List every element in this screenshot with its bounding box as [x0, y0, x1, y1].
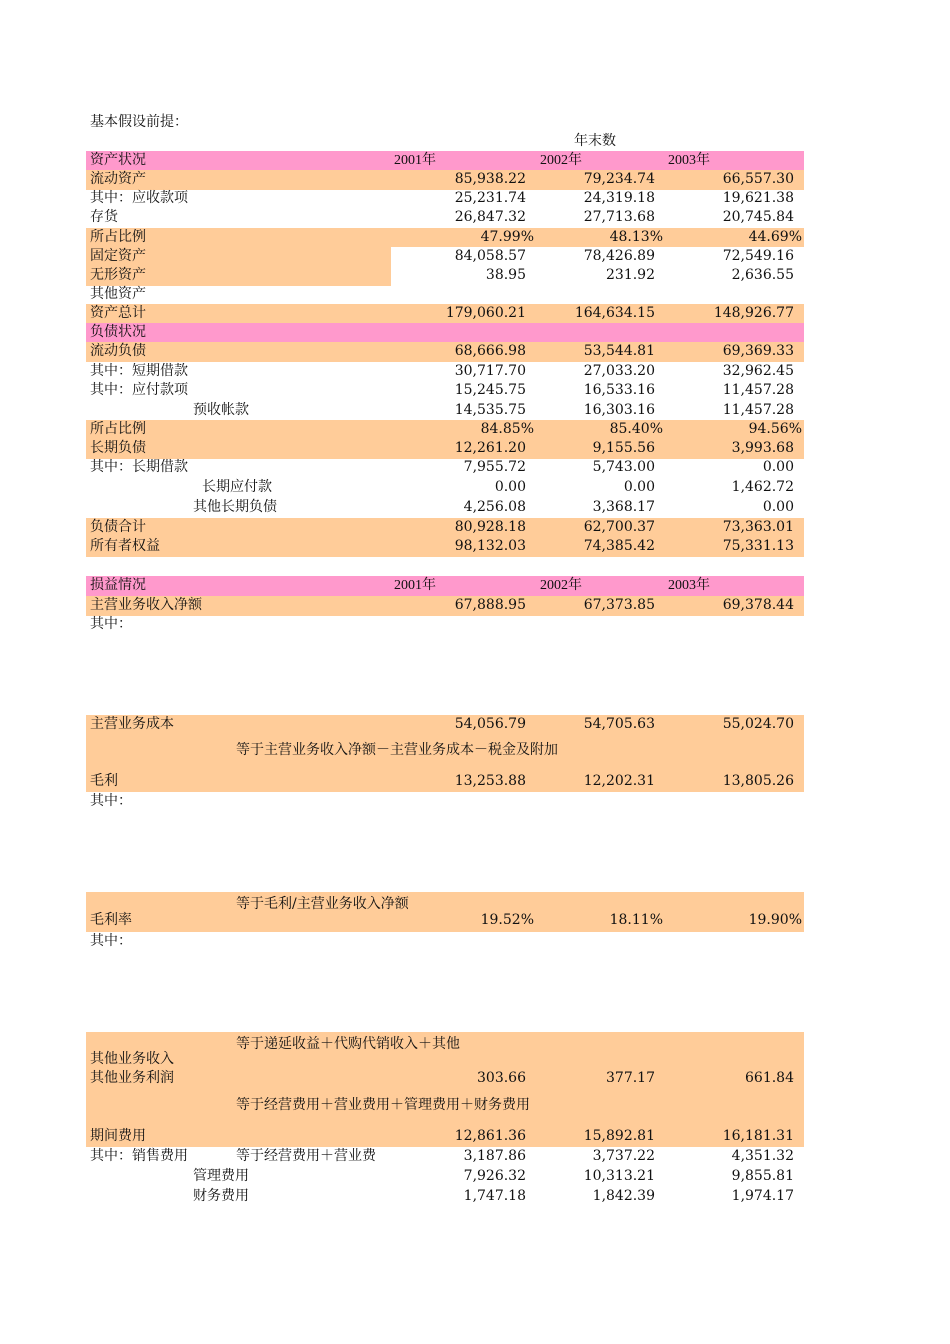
- cell-2002: 16,303.16: [583, 402, 655, 418]
- cell-2003: 661.84: [745, 1070, 794, 1086]
- row-label: 毛利率: [90, 912, 132, 928]
- cell-2001: 84.85%: [480, 421, 534, 437]
- table-row: [86, 792, 804, 812]
- cell-2002: 5,743.00: [592, 459, 655, 475]
- cell-2001: 84,058.57: [454, 248, 526, 264]
- cell-2002: 85.40%: [609, 421, 663, 437]
- cell-2003: 19.90%: [748, 912, 802, 928]
- cell-2003: 13,805.26: [722, 773, 794, 789]
- income-section-label: 损益情况: [90, 577, 146, 593]
- row-label: 资产总计: [90, 305, 146, 321]
- cell-2003: 32,962.45: [722, 363, 794, 379]
- row-label: 期间费用: [90, 1128, 146, 1144]
- table-row: [86, 458, 804, 478]
- cell-2002: 24,319.18: [583, 190, 655, 206]
- cell-2001: 4,256.08: [463, 499, 526, 515]
- table-row: [86, 735, 804, 792]
- table-row: [86, 615, 804, 635]
- cell-2002: 78,426.89: [583, 248, 655, 264]
- cell-2003: 16,181.31: [722, 1128, 794, 1144]
- row-label: 长期负债: [90, 440, 146, 456]
- cell-2003: 19,621.38: [722, 190, 794, 206]
- cell-2002: 62,700.37: [583, 519, 655, 535]
- formula-note: 等于经营费用＋营业费用＋管理费用＋财务费用: [236, 1097, 530, 1113]
- row-label: 其中：: [90, 933, 132, 949]
- row-label: 其中：长期借款: [90, 459, 188, 475]
- cell-2003: 0.00: [762, 459, 794, 475]
- row-label: 流动负债: [90, 343, 146, 359]
- cell-2003: 75,331.13: [722, 538, 794, 554]
- table-row: [86, 228, 804, 248]
- assets-header-row: [86, 151, 804, 171]
- row-label: 其他业务收入: [90, 1051, 174, 1067]
- cell-2002: 164,634.15: [574, 305, 655, 321]
- row-label: 毛利: [90, 773, 118, 789]
- cell-2001: 25,231.74: [454, 190, 526, 206]
- row-label: 其中：: [90, 793, 132, 809]
- row-label: 负债合计: [90, 519, 146, 535]
- cell-2001: 12,261.20: [454, 440, 526, 456]
- cell-2003: 2,636.55: [731, 267, 794, 283]
- cell-2002: 12,202.31: [583, 773, 655, 789]
- cell-2001: 15,245.75: [454, 382, 526, 398]
- formula-note: 等于主营业务收入净额－主营业务成本－税金及附加: [236, 742, 558, 758]
- cell-2002: 48.13%: [609, 229, 663, 245]
- row-label: 其中：短期借款: [90, 363, 188, 379]
- table-row: [86, 362, 804, 382]
- liabilities-section-label: 负债状况: [90, 324, 146, 340]
- table-row: [86, 189, 804, 209]
- cell-2001: 13,253.88: [454, 773, 526, 789]
- table-row: [86, 285, 804, 305]
- row-label: 所有者权益: [90, 538, 160, 554]
- row-label: 财务费用: [193, 1188, 249, 1204]
- cell-2003: 1,462.72: [731, 479, 794, 495]
- table-row: [86, 478, 804, 498]
- row-label: 其中：: [90, 616, 132, 632]
- cell-2003: 73,363.01: [722, 519, 794, 535]
- cell-2002: 0.00: [623, 479, 655, 495]
- cell-2003: 44.69%: [748, 229, 802, 245]
- cell-2003: 11,457.28: [722, 402, 794, 418]
- year-2003: 2003年: [668, 578, 710, 593]
- cell-2002: 1,842.39: [592, 1188, 655, 1204]
- cell-2001: 7,955.72: [463, 459, 526, 475]
- cell-2002: 54,705.63: [583, 716, 655, 732]
- cell-2002: 74,385.42: [583, 538, 655, 554]
- table-row: [86, 401, 804, 421]
- formula-note: 等于经营费用＋营业费: [236, 1148, 376, 1164]
- cell-2002: 377.17: [606, 1070, 655, 1086]
- row-label: 预收帐款: [193, 402, 249, 418]
- cell-2002: 15,892.81: [583, 1128, 655, 1144]
- cell-2001: 67,888.95: [454, 597, 526, 613]
- row-label: 其他长期负债: [193, 499, 277, 515]
- liabilities-header-row: [86, 323, 804, 343]
- row-label: 其中：应付款项: [90, 382, 188, 398]
- row-label: 管理费用: [193, 1168, 249, 1184]
- cell-2001: 47.99%: [480, 229, 534, 245]
- cell-2003: 66,557.30: [722, 171, 794, 187]
- table-row: [86, 498, 804, 518]
- cell-2001: 7,926.32: [463, 1168, 526, 1184]
- cell-2002: 16,533.16: [583, 382, 655, 398]
- cell-2003: 1,974.17: [731, 1188, 794, 1204]
- cell-2003: 3,993.68: [731, 440, 794, 456]
- table-row: [86, 1167, 804, 1187]
- cell-2002: 231.92: [606, 267, 655, 283]
- cell-2001: 30,717.70: [454, 363, 526, 379]
- row-label: 所占比例: [90, 421, 146, 437]
- table-row: [86, 715, 804, 735]
- cell-2001: 179,060.21: [445, 305, 526, 321]
- cell-2003: 9,855.81: [731, 1168, 794, 1184]
- formula-note: 等于递延收益＋代购代销收入＋其他: [236, 1036, 460, 1052]
- year-2002: 2002年: [540, 153, 582, 168]
- table-row: [86, 537, 804, 557]
- cell-2001: 12,861.36: [454, 1128, 526, 1144]
- table-row: [86, 420, 804, 440]
- cell-2002: 79,234.74: [583, 171, 655, 187]
- table-row: [86, 439, 804, 459]
- cell-2001: 14,535.75: [454, 402, 526, 418]
- cell-2003: 55,024.70: [722, 716, 794, 732]
- year-2001: 2001年: [394, 153, 436, 168]
- cell-2002: 3,368.17: [592, 499, 655, 515]
- table-row: [86, 170, 804, 190]
- cell-2002: 10,313.21: [583, 1168, 655, 1184]
- cell-2001: 0.00: [494, 479, 526, 495]
- table-row: [86, 1147, 804, 1167]
- table-row: [86, 518, 804, 538]
- assets-section-label: 资产状况: [90, 152, 146, 168]
- row-label: 存货: [90, 209, 118, 225]
- cell-2001: 26,847.32: [454, 209, 526, 225]
- cell-2002: 53,544.81: [583, 343, 655, 359]
- cell-2002: 27,033.20: [583, 363, 655, 379]
- row-label: 主营业务收入净额: [90, 597, 202, 613]
- table-row: [86, 892, 804, 932]
- cell-2001: 54,056.79: [454, 716, 526, 732]
- cell-2003: 72,549.16: [722, 248, 794, 264]
- table-row: [86, 1187, 804, 1207]
- table-row: [86, 208, 804, 228]
- cell-2002: 3,737.22: [592, 1148, 655, 1164]
- table-row: [86, 342, 804, 362]
- cell-2001: 19.52%: [480, 912, 534, 928]
- cell-2003: 20,745.84: [722, 209, 794, 225]
- row-label: 其他资产: [90, 286, 146, 302]
- cell-2001: 98,132.03: [454, 538, 526, 554]
- row-label: 流动资产: [90, 171, 146, 187]
- cell-2003: 94.56%: [748, 421, 802, 437]
- cell-2001: 85,938.22: [454, 171, 526, 187]
- cell-2003: 11,457.28: [722, 382, 794, 398]
- table-row: [86, 247, 804, 267]
- cell-2003: 0.00: [762, 499, 794, 515]
- cell-2003: 69,378.44: [722, 597, 794, 613]
- row-label: 其他业务利润: [90, 1070, 174, 1086]
- cell-2002: 9,155.56: [592, 440, 655, 456]
- table-row: [86, 381, 804, 401]
- row-label: 其中：应收款项: [90, 190, 188, 206]
- table-row: [86, 266, 804, 286]
- sheet-title: 基本假设前提：: [90, 114, 188, 130]
- row-label: 所占比例: [90, 229, 146, 245]
- formula-note: 等于毛利/主营业务收入净额: [236, 896, 409, 912]
- year-2002: 2002年: [540, 578, 582, 593]
- cell-2003: 69,369.33: [722, 343, 794, 359]
- year-2003: 2003年: [668, 153, 710, 168]
- cell-2003: 4,351.32: [731, 1148, 794, 1164]
- cell-2002: 67,373.85: [583, 597, 655, 613]
- row-label: 主营业务成本: [90, 716, 174, 732]
- cell-2001: 303.66: [477, 1070, 526, 1086]
- year-2001: 2001年: [394, 578, 436, 593]
- cell-2003: 148,926.77: [713, 305, 794, 321]
- cell-2002: 27,713.68: [583, 209, 655, 225]
- cell-2001: 68,666.98: [454, 343, 526, 359]
- table-row: [86, 932, 804, 952]
- cell-2001: 38.95: [485, 267, 526, 283]
- table-row: [86, 1032, 804, 1090]
- year-end-header: 年末数: [574, 133, 616, 149]
- income-header-row: [86, 576, 804, 596]
- row-label: 其中：销售费用: [90, 1148, 188, 1164]
- row-label: 固定资产: [90, 248, 146, 264]
- row-label: 长期应付款: [202, 479, 272, 495]
- table-row: [86, 304, 804, 324]
- cell-2001: 80,928.18: [454, 519, 526, 535]
- cell-2002: 18.11%: [609, 912, 663, 928]
- table-row: [86, 1090, 804, 1147]
- cell-2001: 3,187.86: [463, 1148, 526, 1164]
- cell-2001: 1,747.18: [463, 1188, 526, 1204]
- row-label: 无形资产: [90, 267, 146, 283]
- table-row: [86, 596, 804, 616]
